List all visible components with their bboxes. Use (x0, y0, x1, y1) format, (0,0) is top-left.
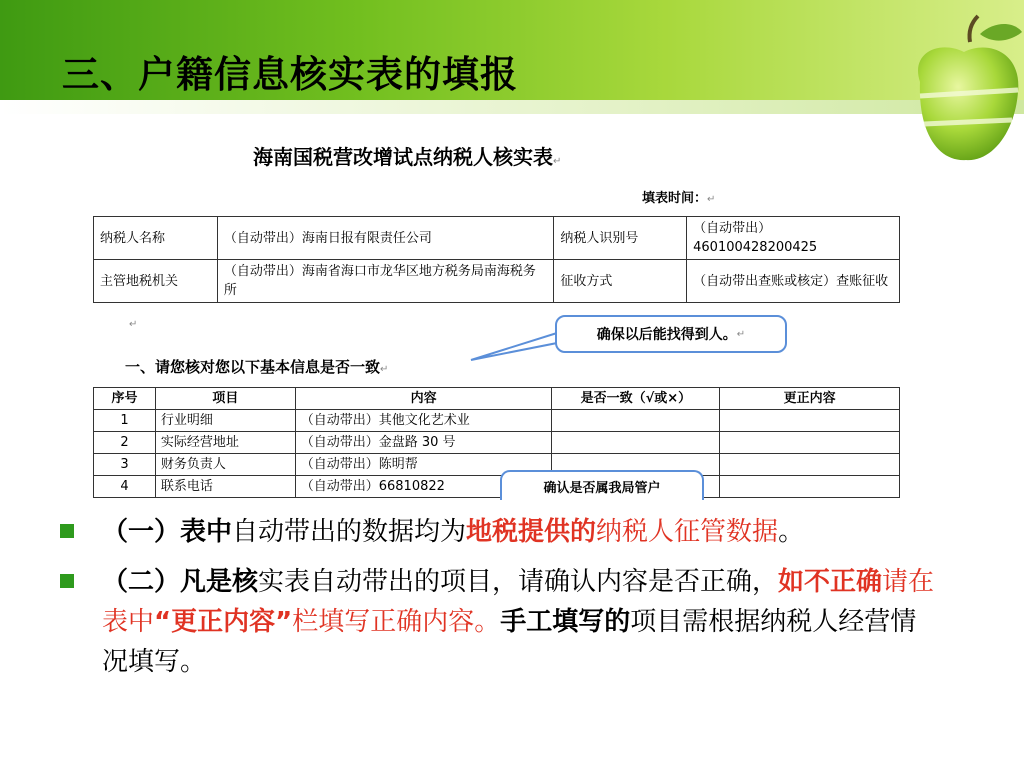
square-bullet-icon (60, 574, 74, 588)
bullet-item (60, 512, 935, 552)
bullet-text-segment: 实表自动带出的项目，请确认内容是否正确， (258, 567, 779, 597)
taxpayer-info-table (93, 216, 900, 303)
section-heading: 一、请您核对您以下基本信息是否一致↵ (125, 358, 389, 376)
column-header: 内容 (295, 388, 552, 410)
column-header: 是否一致（√或×） (552, 388, 720, 410)
column-header: 更正内容 (720, 388, 900, 410)
bullet-text-segment: 。 (778, 517, 805, 547)
bullet-text-segment: 项目需根据纳税人经营情况填写。 (102, 607, 917, 677)
table-cell: 1 (94, 410, 156, 432)
slide-title: 三、户籍信息核实表的填报 (62, 53, 518, 96)
table-header-row (94, 388, 900, 410)
table-row (94, 476, 900, 498)
table-cell (552, 410, 720, 432)
paragraph-mark: ↵ (129, 319, 138, 330)
table-row (94, 217, 900, 260)
table-cell: 联系电话 (155, 476, 295, 498)
table-cell: （自动带出）陈明帮 (295, 454, 552, 476)
table-cell: （自动带出）金盘路 30 号 (295, 432, 552, 454)
table-cell: 征收方式 (554, 260, 687, 303)
bullet-text-segment: 栏填写正确内容。 (292, 607, 501, 637)
green-apple-icon (900, 12, 1024, 172)
table-cell (720, 432, 900, 454)
bullet-text-segment: 纳税人征管数据 (596, 517, 779, 547)
table-cell (720, 410, 900, 432)
table-cell: 纳税人名称 (94, 217, 218, 260)
form-title: 海南国税营改增试点纳税人核实表↵ (253, 145, 562, 169)
table-cell (720, 454, 900, 476)
table-cell: 4 (94, 476, 156, 498)
table-cell (720, 476, 900, 498)
table-cell: 行业明细 (155, 410, 295, 432)
table-row (94, 432, 900, 454)
bullet-text-segment: 手工填写的 (500, 607, 631, 637)
table-row (94, 454, 900, 476)
bullet-text-segment: 地税提供的 (466, 517, 597, 547)
table-cell (552, 432, 720, 454)
table-cell: 财务负责人 (155, 454, 295, 476)
table-row (94, 410, 900, 432)
table-cell: 2 (94, 432, 156, 454)
column-header: 序号 (94, 388, 156, 410)
square-bullet-icon (60, 524, 74, 538)
table-cell: （自动带出）其他文化艺术业 (295, 410, 552, 432)
bullet-text-segment: 请在表中 (102, 567, 935, 637)
table-cell: （自动带出）460100428200425 (687, 217, 900, 260)
verification-table (93, 387, 900, 498)
table-cell: 3 (94, 454, 156, 476)
bullet-text-segment: 自动带出的数据均为 (232, 517, 467, 547)
callout-jurisdiction: 确认是否属我局管户 (500, 470, 704, 500)
bullet-text-segment: （二）凡是核 (102, 567, 259, 597)
table-cell: 纳税人识别号 (554, 217, 687, 260)
bullet-text-segment: （一）表中 (102, 517, 233, 547)
bullet-item (60, 562, 935, 682)
column-header: 项目 (155, 388, 295, 410)
table-cell: 主管地税机关 (94, 260, 218, 303)
table-cell: （自动带出）66810822 (295, 476, 552, 498)
bullet-text-segment: 如不正确 (778, 567, 883, 597)
table-row (94, 260, 900, 303)
bullet-list (60, 512, 935, 692)
table-cell: （自动带出）海南日报有限责任公司 (217, 217, 553, 260)
callout-findable: 确保以后能找得到人。 ↵ (555, 315, 787, 353)
verification-form-image (93, 133, 903, 498)
bullet-text-segment: “更正内容” (154, 607, 293, 637)
header-divider (0, 100, 1024, 114)
table-cell: （自动带出查账或核定）查账征收 (687, 260, 900, 303)
table-cell: （自动带出）海南省海口市龙华区地方税务局南海税务所 (217, 260, 553, 303)
table-cell: 实际经营地址 (155, 432, 295, 454)
fill-time-label: 填表时间：↵ (642, 191, 716, 206)
